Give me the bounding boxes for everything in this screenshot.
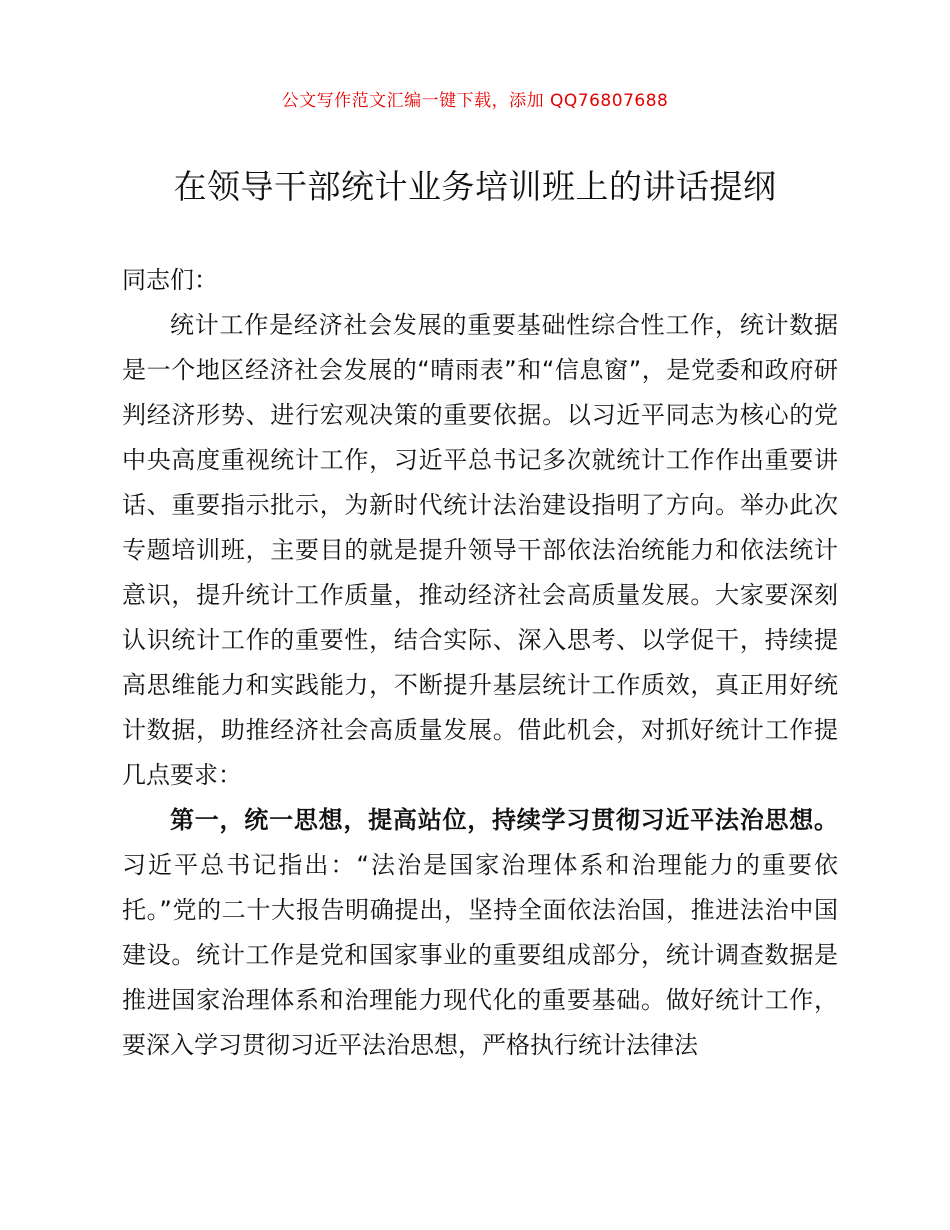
document-title: 在领导干部统计业务培训班上的讲话提纲: [173, 167, 777, 206]
paragraph-first-point: [122, 798, 838, 1068]
greeting: 同志们：: [122, 266, 218, 294]
first-point-heading: 第一，统一思想，提高站位，持续学习贯彻习近平法治思想。: [170, 806, 838, 834]
download-promo-note: 公文写作范文汇编一键下载，添加 QQ76807688: [281, 91, 669, 111]
document-body: [122, 258, 838, 1068]
paragraph-intro: 统计工作是经济社会发展的重要基础性综合性工作，统计数据是一个地区经济社会发展的“晴雨表”和“信息窗”，是党委和政府研判经济形势、进行宏观决策的重要依据。以习近平同志为核心的党中央高度重视统计工作，习近平总书记多次就统计工作作出重要讲话、重要指示批示，为新时代统计法治建设指明了方向。举办此次专题培训班，主要目的就是提升领导干部依法治统能力和依法统计意识，提升统计工作质量，推动经济社会高质量发展。大家要深刻认识统计工作的重要性，结合实际、深入思考、以学促干，持续提高思维能力和实践能力，不断提升基层统计工作质效，真正用好统计数据，助推经济社会高质量发展。借此机会，对抓好统计工作提几点要求：: [122, 311, 838, 789]
first-point-body: 习近平总书记指出：“法治是国家治理体系和治理能力的重要依托。”党的二十大报告明确提出，坚持全面依法治国，推进法治中国建设。统计工作是党和国家事业的重要组成部分，统计调查数据是推进国家治理体系和治理能力现代化的重要基础。做好统计工作，要深入学习贯彻习近平法治思想，严格执行统计法律法: [122, 851, 838, 1059]
